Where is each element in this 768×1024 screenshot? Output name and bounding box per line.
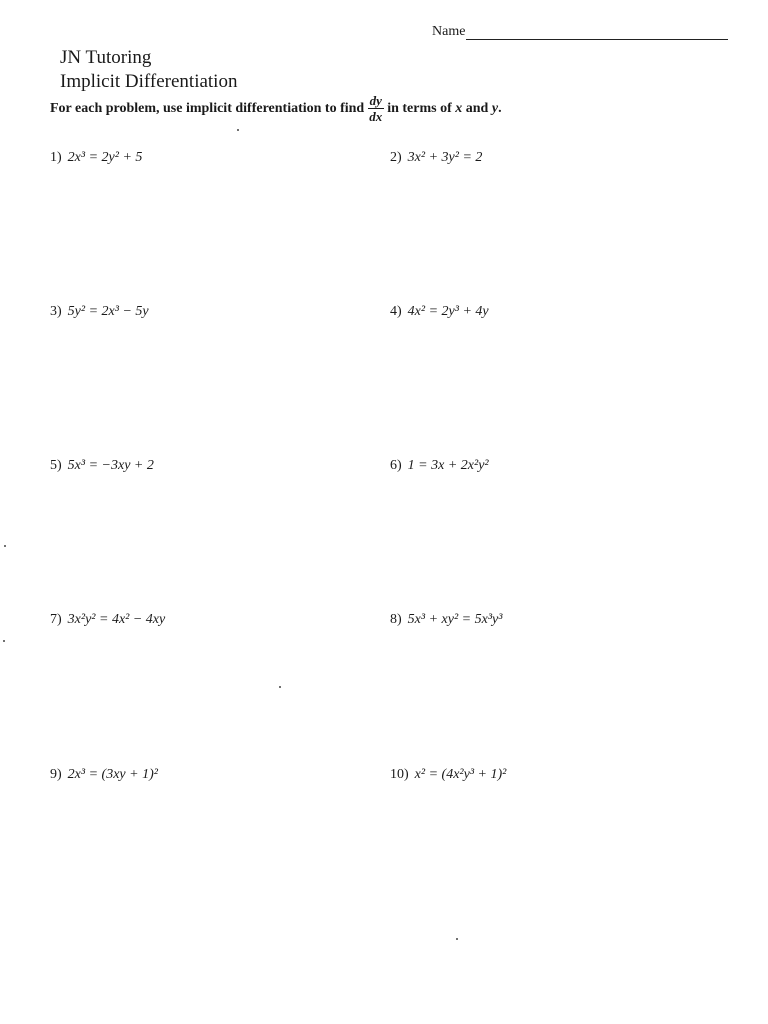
fraction-denominator: dx bbox=[369, 109, 383, 124]
problem-10 bbox=[390, 767, 506, 783]
instructions bbox=[50, 93, 502, 124]
problem-equation: 5y² = 2x³ − 5y bbox=[67, 304, 149, 319]
instructions-and: and bbox=[465, 100, 489, 116]
problem-equation: 3x²y² = 4x² − 4xy bbox=[67, 612, 166, 627]
scan-speck bbox=[456, 938, 458, 940]
problem-1 bbox=[50, 150, 142, 166]
problem-number: 8) bbox=[390, 612, 402, 627]
problem-number: 6) bbox=[390, 458, 402, 473]
scan-speck bbox=[3, 640, 5, 642]
name-field-row bbox=[432, 24, 728, 40]
problem-2 bbox=[390, 150, 482, 166]
name-label: Name bbox=[432, 24, 466, 39]
problem-number: 2) bbox=[390, 150, 402, 165]
problem-number: 1) bbox=[50, 150, 62, 165]
problem-equation: x² = (4x²y³ + 1)² bbox=[414, 767, 507, 782]
problem-5 bbox=[50, 458, 154, 474]
problem-number: 3) bbox=[50, 304, 62, 319]
instructions-prefix: For each problem, use implicit differentiation to find bbox=[50, 100, 365, 116]
dy-dx-fraction bbox=[367, 93, 384, 124]
problem-9 bbox=[50, 767, 158, 783]
problem-equation: 2x³ = 2y² + 5 bbox=[67, 150, 143, 165]
problem-equation: 4x² = 2y³ + 4y bbox=[407, 304, 489, 319]
problem-number: 5) bbox=[50, 458, 62, 473]
problem-6 bbox=[390, 458, 489, 474]
problem-3 bbox=[50, 304, 149, 320]
worksheet-title: JN Tutoring bbox=[60, 47, 152, 68]
problem-equation: 1 = 3x + 2x²y² bbox=[407, 458, 489, 473]
name-blank-line bbox=[466, 25, 728, 40]
problem-equation: 5x³ = −3xy + 2 bbox=[67, 458, 154, 473]
problem-8 bbox=[390, 612, 502, 628]
instructions-var-y: y bbox=[491, 100, 499, 116]
problem-number: 4) bbox=[390, 304, 402, 319]
fraction-numerator: dy bbox=[369, 93, 382, 108]
scan-speck bbox=[237, 129, 239, 131]
instructions-var-x: x bbox=[455, 100, 463, 116]
scan-speck bbox=[279, 686, 281, 688]
problem-equation: 2x³ = (3xy + 1)² bbox=[67, 767, 158, 782]
problem-equation: 5x³ + xy² = 5x³y³ bbox=[407, 612, 503, 627]
problem-number: 10) bbox=[390, 767, 409, 782]
problem-number: 9) bbox=[50, 767, 62, 782]
problem-4 bbox=[390, 304, 489, 320]
instructions-suffix: in terms of bbox=[387, 100, 452, 116]
problem-number: 7) bbox=[50, 612, 62, 627]
scan-speck bbox=[4, 545, 6, 547]
worksheet-subtitle: Implicit Differentiation bbox=[60, 71, 238, 92]
problem-7 bbox=[50, 612, 165, 628]
problem-equation: 3x² + 3y² = 2 bbox=[407, 150, 483, 165]
instructions-period: . bbox=[498, 100, 502, 116]
